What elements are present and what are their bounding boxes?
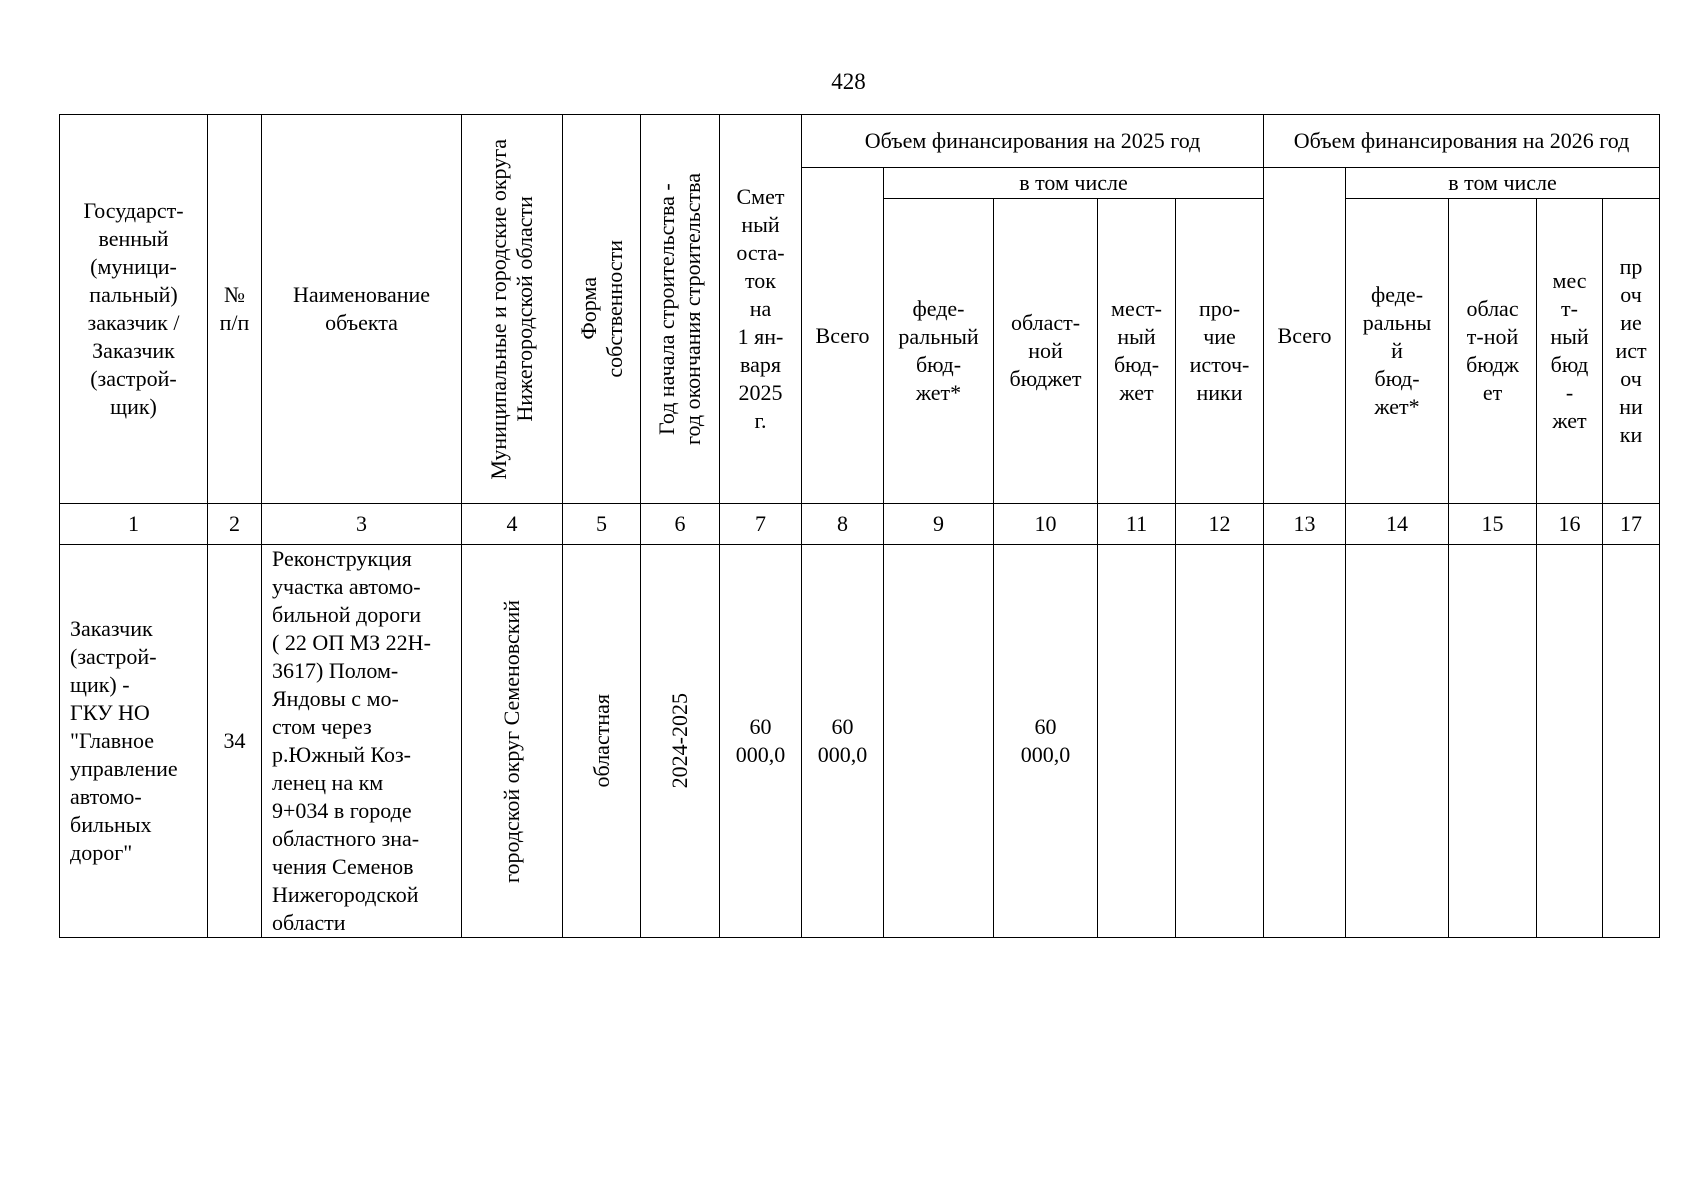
column-number: 11 [1098, 504, 1176, 545]
header-oth-2026: пр оч ие ист оч ни ки [1603, 199, 1660, 504]
cell-reg-2025: 60 000,0 [994, 545, 1098, 938]
column-number: 14 [1346, 504, 1449, 545]
header-row-1 [60, 115, 1660, 168]
column-number-row [60, 504, 1660, 545]
cell-reg-2026 [1449, 545, 1537, 938]
header-fed-2025: феде- ральный бюд- жет* [884, 199, 994, 504]
header-years-text: Год начала строительства - год окончания строительства [654, 173, 705, 445]
cell-fed-2025 [884, 545, 994, 938]
header-group-2025: Объем финансирования на 2025 год [802, 115, 1264, 168]
header-fed-2026: феде- ральны й бюд- жет* [1346, 199, 1449, 504]
column-number: 7 [720, 504, 802, 545]
header-years [641, 115, 720, 504]
financing-table [59, 114, 1660, 938]
cell-loc-2025 [1098, 545, 1176, 938]
cell-number: 34 [208, 545, 262, 938]
header-loc-2026: мес т- ный бюд - жет [1537, 199, 1603, 504]
header-district [462, 115, 563, 504]
cell-loc-2026 [1537, 545, 1603, 938]
header-total-2026: Всего [1264, 168, 1346, 504]
column-number: 12 [1176, 504, 1264, 545]
header-number: № п/п [208, 115, 262, 504]
header-loc-2025: мест- ный бюд- жет [1098, 199, 1176, 504]
column-number: 9 [884, 504, 994, 545]
cell-years-text: 2024-2025 [667, 693, 692, 789]
header-ownership [563, 115, 641, 504]
header-total-2025: Всего [802, 168, 884, 504]
header-object-name: Наименование объекта [262, 115, 462, 504]
cell-object-name: Реконструкция участка автомо- бильной дороги ( 22 ОП МЗ 22Н- 3617) Полом- Яндовы с мо- стом через р.Южный Коз- ленец на км 9+034 в городе областного зна- чения Семенов Нижегородской области [262, 545, 462, 938]
table-row [60, 545, 1660, 938]
column-number: 6 [641, 504, 720, 545]
header-including-2026: в том числе [1346, 168, 1660, 199]
column-number: 8 [802, 504, 884, 545]
column-number: 13 [1264, 504, 1346, 545]
cell-total-2025: 60 000,0 [802, 545, 884, 938]
cell-oth-2026 [1603, 545, 1660, 938]
cell-ownership [563, 545, 641, 938]
header-oth-2025: про- чие источ- ники [1176, 199, 1264, 504]
header-ownership-text: Форма собственности [575, 240, 627, 378]
header-reg-2026: облас т-ной бюдж ет [1449, 199, 1537, 504]
cell-ownership-text: областная [588, 694, 614, 788]
header-reg-2025: област- ной бюджет [994, 199, 1098, 504]
header-group-2026: Объем финансирования на 2026 год [1264, 115, 1660, 168]
cell-years [641, 545, 720, 938]
column-number: 1 [60, 504, 208, 545]
column-number: 3 [262, 504, 462, 545]
cell-fed-2026 [1346, 545, 1449, 938]
cell-district [462, 545, 563, 938]
header-estimate-remainder: Смет ный оста- ток на 1 ян- варя 2025 г. [720, 115, 802, 504]
column-number: 10 [994, 504, 1098, 545]
header-customer: Государст- венный (муници- пальный) заказчик / Заказчик (застрой- щик) [60, 115, 208, 504]
column-number: 4 [462, 504, 563, 545]
cell-oth-2025 [1176, 545, 1264, 938]
column-number: 16 [1537, 504, 1603, 545]
page-number: 428 [831, 69, 866, 94]
column-number: 15 [1449, 504, 1537, 545]
column-number: 2 [208, 504, 262, 545]
cell-total-2026 [1264, 545, 1346, 938]
header-district-text: Муниципальные и городские округа Нижегородской области [486, 138, 537, 480]
cell-estimate-remainder: 60 000,0 [720, 545, 802, 938]
column-number: 17 [1603, 504, 1660, 545]
column-number: 5 [563, 504, 641, 545]
cell-district-text: городской округ Семеновский [499, 599, 524, 883]
cell-customer: Заказчик (застрой- щик) - ГКУ НО "Главное управление автомо- бильных дорог" [60, 545, 208, 938]
header-including-2025: в том числе [884, 168, 1264, 199]
